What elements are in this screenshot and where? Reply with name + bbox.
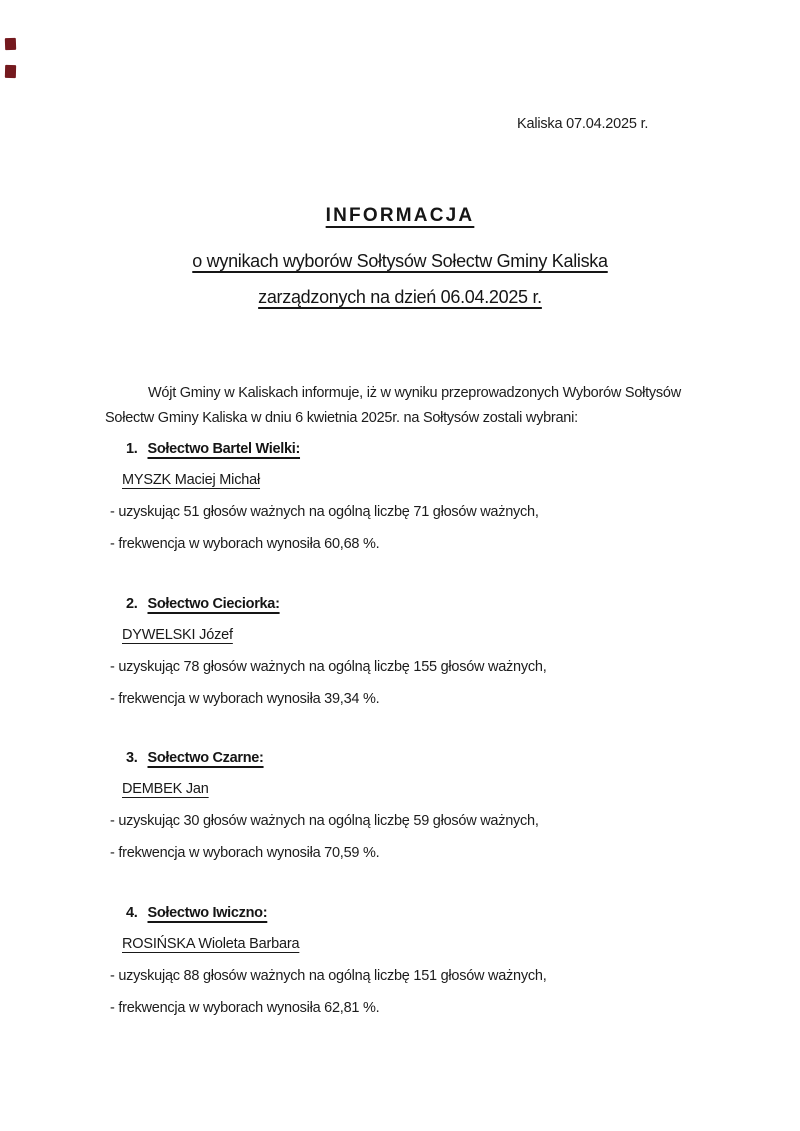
intro-paragraph-line-1: Wójt Gminy w Kaliskach informuje, iż w wyniku przeprowadzonych Wyborów Sołtysów bbox=[148, 385, 681, 401]
intro-paragraph-line-2: Sołectw Gminy Kaliska w dniu 6 kwietnia 2025r. na Sołtysów zostali wybrani: bbox=[105, 410, 578, 426]
section-title: Sołectwo Bartel Wielki: bbox=[147, 441, 301, 457]
result-section-cieciorka bbox=[0, 596, 800, 721]
section-number: 1. bbox=[126, 441, 138, 457]
elected-person-name: DEMBEK Jan bbox=[122, 781, 209, 797]
votes-line: - uzyskując 51 głosów ważnych na ogólną liczbę 71 głosów ważnych, bbox=[110, 504, 539, 520]
turnout-line: - frekwencja w wyborach wynosiła 39,34 %. bbox=[110, 691, 380, 707]
votes-line: - uzyskując 30 głosów ważnych na ogólną liczbę 59 głosów ważnych, bbox=[110, 813, 539, 829]
section-heading bbox=[126, 596, 280, 612]
votes-line: - uzyskując 78 głosów ważnych na ogólną liczbę 155 głosów ważnych, bbox=[110, 659, 547, 675]
date-line: Kaliska 07.04.2025 r. bbox=[517, 116, 649, 132]
section-title: Sołectwo Cieciorka: bbox=[147, 596, 280, 612]
section-number: 3. bbox=[126, 750, 138, 766]
document-subtitle-line-2: zarządzonych na dzień 06.04.2025 r. bbox=[258, 287, 542, 307]
scan-artifact-mark bbox=[5, 65, 16, 78]
scan-artifact-mark bbox=[5, 38, 16, 50]
result-section-czarne bbox=[0, 750, 800, 875]
section-number: 4. bbox=[126, 905, 138, 921]
elected-person-name: ROSIŃSKA Wioleta Barbara bbox=[122, 936, 300, 952]
turnout-line: - frekwencja w wyborach wynosiła 62,81 %. bbox=[110, 1000, 380, 1016]
result-section-iwiczno bbox=[0, 905, 800, 1030]
result-section-bartel-wielki bbox=[0, 441, 800, 566]
turnout-line: - frekwencja w wyborach wynosiła 70,59 %. bbox=[110, 845, 380, 861]
document-title: INFORMACJA bbox=[325, 205, 475, 226]
section-title: Sołectwo Czarne: bbox=[147, 750, 264, 766]
votes-line: - uzyskując 88 głosów ważnych na ogólną liczbę 151 głosów ważnych, bbox=[110, 968, 547, 984]
elected-person-name: MYSZK Maciej Michał bbox=[122, 472, 261, 488]
section-title: Sołectwo Iwiczno: bbox=[147, 905, 268, 921]
document-subtitle-line-1: o wynikach wyborów Sołtysów Sołectw Gminy Kaliska bbox=[192, 251, 608, 271]
section-number: 2. bbox=[126, 596, 138, 612]
section-heading bbox=[126, 905, 267, 921]
elected-person-name: DYWELSKI Józef bbox=[122, 627, 233, 643]
turnout-line: - frekwencja w wyborach wynosiła 60,68 %. bbox=[110, 536, 380, 552]
section-heading bbox=[126, 441, 300, 457]
section-heading bbox=[126, 750, 264, 766]
